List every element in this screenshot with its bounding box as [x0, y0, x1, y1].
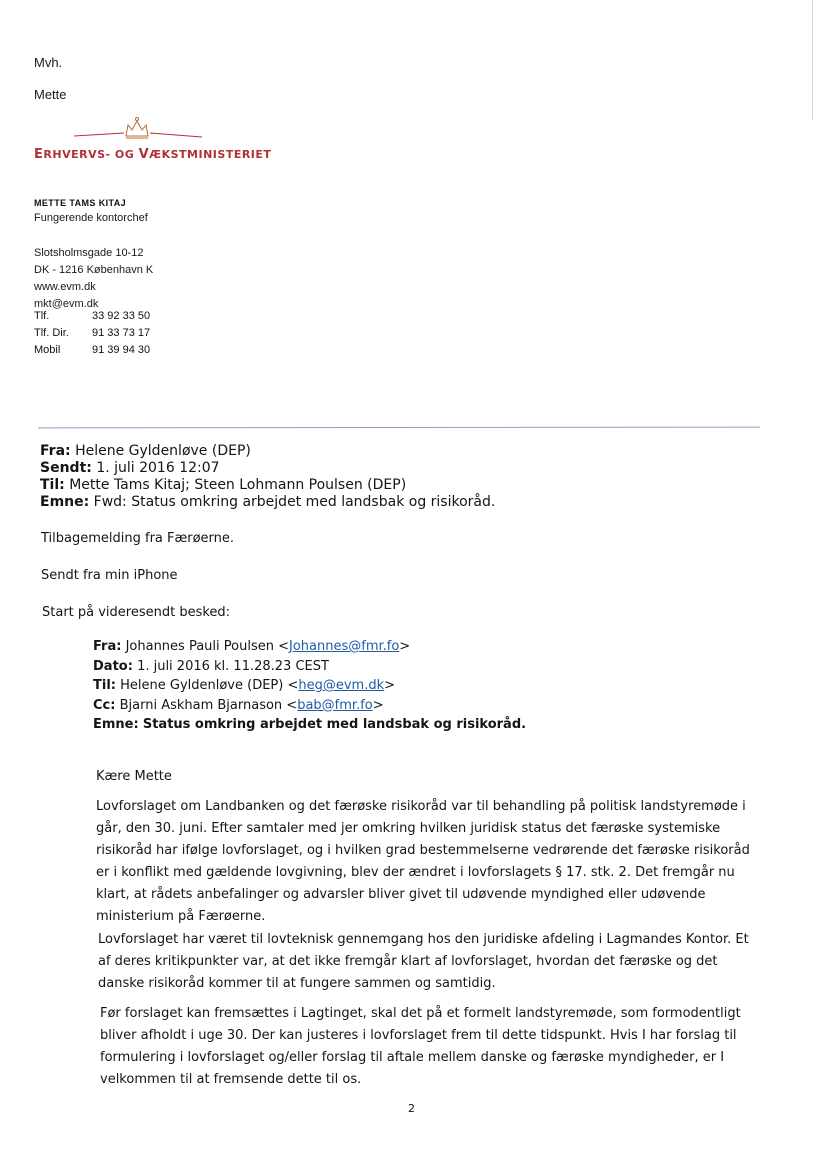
outer-body-line2: Sendt fra min iPhone — [41, 568, 178, 583]
outer-body-line3: Start på videresendt besked: — [42, 605, 231, 620]
letter-paragraph-1 — [96, 796, 750, 928]
sent-row: Sendt: 1. juli 2016 12:07 — [40, 460, 220, 476]
text-line: Lovforslaget om Landbanken og det færøske risikoråd var til behandling på politisk landstyremøde i — [96, 799, 746, 814]
text-line: risikoråd har ifølge lovforslaget, og i hvilken grad bestemmelserne vedrørende det færøske risikoråd — [96, 843, 750, 858]
text-line: formulering i lovforslaget og/eller forslag til aftale mellem danske og færøske myndigheder, er I — [100, 1050, 725, 1065]
phone-row — [34, 344, 150, 361]
text-line: ministerium på Færøerne. — [96, 909, 266, 924]
phone-label: Mobil — [34, 344, 61, 356]
phone-row — [34, 327, 150, 344]
address-line-2: DK - 1216 København K — [34, 264, 154, 276]
page-edge-line — [812, 0, 813, 120]
closing-text: Mvh. — [34, 55, 63, 70]
phone-number: 33 92 33 50 — [92, 310, 151, 322]
crown-logo-icon — [72, 116, 212, 147]
text-line: af deres kritikpunkter var, at det ikke fremgår klart af lovforslaget, hvordan det færøske og det — [98, 954, 718, 969]
ministry-name: ERHVERVS- OG VÆKSTMINISTERIET — [34, 147, 272, 162]
fwd-from-email-link[interactable]: Johannes@fmr.fo — [289, 639, 400, 654]
text-line: velkommen til at fremsende dette til os. — [100, 1072, 362, 1087]
signer-full-name: METTE TAMS KITAJ — [34, 198, 127, 208]
to-row: Til: Mette Tams Kitaj; Steen Lohmann Poulsen (DEP) — [40, 477, 407, 493]
from-row: Fra: Helene Gyldenløve (DEP) — [40, 443, 251, 459]
text-line: klart, at rådets anbefalinger og advarsler bliver givet til udøvende myndighed eller udøvende — [96, 887, 706, 902]
fwd-from-row: Fra: Johannes Pauli Poulsen <Johannes@fmr.fo> — [93, 639, 411, 654]
phone-label: Tlf. Dir. — [34, 327, 69, 339]
outer-email-header — [40, 443, 495, 511]
phone-row — [34, 310, 150, 327]
fwd-cc-row: Cc: Bjarni Askham Bjarnason <bab@fmr.fo> — [93, 697, 384, 713]
phone-number: 91 39 94 30 — [92, 344, 151, 356]
text-line: Før forslaget kan fremsættes i Lagtinget, skal det på et formelt landstyremøde, som formodentligt — [100, 1006, 741, 1021]
fwd-cc-email-link[interactable]: bab@fmr.fo — [297, 697, 373, 713]
text-line: bliver afholdt i uge 30. Der kan justeres i lovforslaget frem til dette tidspunkt. Hvis I har forslag til — [100, 1028, 737, 1043]
phone-number: 91 33 73 17 — [92, 327, 151, 339]
fwd-subject-row: Emne: Status omkring arbejdet med landsbak og risikoråd. — [93, 717, 527, 732]
phone-label: Tlf. — [34, 310, 50, 322]
page-number: 2 — [408, 1102, 415, 1115]
letter-paragraph-2 — [98, 929, 749, 995]
subject-row: Emne: Fwd: Status omkring arbejdet med landsbak og risikoråd. — [40, 494, 496, 510]
address-line-1: Slotsholmsgade 10-12 — [34, 247, 144, 259]
header-divider — [38, 427, 760, 429]
text-line: er i konflikt med gældende lovgivning, blev der ændret i lovforslagets § 17. stk. 2. Det fremgår nu — [96, 865, 735, 880]
fwd-to-row: Til: Helene Gyldenløve (DEP) <heg@evm.dk> — [93, 678, 396, 693]
outer-body-line1: Tilbagemelding fra Færøerne. — [41, 531, 235, 546]
phone-list — [34, 310, 150, 361]
text-line: danske risikoråd kommer til at fungere sammen og samtidig. — [98, 976, 496, 991]
text-line: går, den 30. juni. Efter samtaler med jer omkring hvilken juridisk status det færøske systemiske — [96, 821, 721, 836]
text-line: Lovforslaget har været til lovteknisk gennemgang hos den juridiske afdeling i Lagmandes Kontor. Et — [98, 932, 749, 947]
forwarded-email-header — [93, 637, 526, 735]
email-text: mkt@evm.dk — [34, 298, 99, 310]
website-text: www.evm.dk — [34, 281, 96, 293]
fwd-date-row: Dato: 1. juli 2016 kl. 11.28.23 CEST — [93, 658, 329, 674]
fwd-to-email-link[interactable]: heg@evm.dk — [298, 678, 385, 693]
signer-title: Fungerende kontorchef — [34, 212, 148, 224]
letter-paragraph-3 — [100, 1003, 741, 1091]
signer-first-name: Mette — [34, 87, 67, 102]
letter-greeting: Kære Mette — [96, 769, 172, 784]
